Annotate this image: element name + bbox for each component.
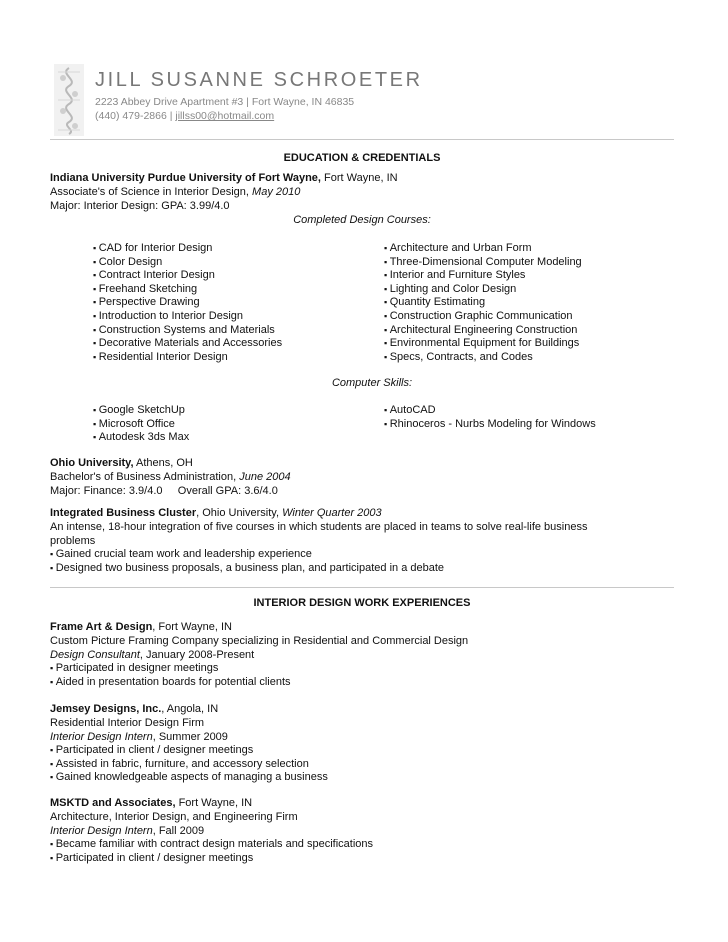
course-item: ▪ Perspective Drawing (93, 296, 282, 310)
ipfw-location: Fort Wayne, IN (320, 172, 398, 184)
ipfw-school: Indiana University Purdue University of Fort Wayne, (50, 172, 321, 184)
courses-left-list (93, 242, 282, 364)
course-item: ▪ CAD for Interior Design (93, 242, 282, 256)
course-item: ▪ Construction Graphic Communication (384, 310, 582, 324)
job-desc: Custom Picture Framing Company specializing in Residential and Commercial Design (50, 635, 469, 647)
course-item: ▪ Introduction to Interior Design (93, 310, 282, 324)
job-company: Frame Art & Design (50, 621, 153, 633)
courses-heading: Completed Design Courses: (293, 214, 431, 226)
ohio-degree-line (50, 471, 291, 484)
ipfw-date: May 2010 (252, 186, 301, 198)
cluster-bullet: ▪ Gained crucial team work and leadership experience (50, 548, 312, 561)
education-heading: EDUCATION & CREDENTIALS (283, 152, 441, 164)
skill-item: ▪ AutoCAD (384, 404, 596, 418)
ipfw-major: Major: Interior Design: GPA: 3.99/4.0 (50, 200, 230, 212)
skill-item: ▪ Autodesk 3ds Max (93, 431, 189, 445)
ipfw-degree: Associate's of Science in Interior Design, (50, 186, 249, 198)
contact-line (95, 110, 274, 122)
cluster-name: Integrated Business Cluster (50, 507, 197, 519)
skill-item: ▪ Rhinoceros - Nurbs Modeling for Windows (384, 418, 596, 432)
cluster-school: , Ohio University, (196, 507, 283, 519)
course-item: ▪ Residential Interior Design (93, 351, 282, 365)
course-item: ▪ Environmental Equipment for Buildings (384, 337, 582, 351)
ohio-location: Athens, OH (133, 457, 193, 469)
cluster-date: Winter Quarter 2003 (282, 507, 382, 519)
job-date: , January 2008-Present (139, 649, 255, 661)
ohio-date: June 2004 (239, 471, 291, 483)
job-role: Interior Design Intern (50, 825, 153, 837)
job-role-line (50, 825, 204, 838)
job-company: Jemsey Designs, Inc. (50, 703, 162, 715)
job-location: , Fort Wayne, IN (152, 621, 232, 633)
floral-ornament-icon (54, 64, 84, 136)
job-role-line (50, 649, 254, 662)
ipfw-school-line (50, 172, 398, 185)
job-desc: Architecture, Interior Design, and Engineering Firm (50, 811, 298, 823)
cluster-line (50, 507, 382, 520)
job-bullet: ▪ Participated in client / designer meetings (50, 744, 253, 757)
course-item: ▪ Freehand Sketching (93, 283, 282, 297)
skill-item: ▪ Microsoft Office (93, 418, 189, 432)
course-item: ▪ Lighting and Color Design (384, 283, 582, 297)
course-item: ▪ Architecture and Urban Form (384, 242, 582, 256)
job-bullet: ▪ Participated in designer meetings (50, 662, 218, 675)
job-location: , Angola, IN (161, 703, 219, 715)
course-item: ▪ Specs, Contracts, and Codes (384, 351, 582, 365)
cluster-desc-1: An intense, 18-hour integration of five courses in which students are placed in teams to solve real-life business (50, 521, 588, 533)
applicant-name: JILL SUSANNE SCHROETER (95, 69, 423, 91)
work-heading: INTERIOR DESIGN WORK EXPERIENCES (253, 597, 471, 609)
job-company-line (50, 797, 252, 810)
job-role: Interior Design Intern (50, 731, 153, 743)
course-item: ▪ Architectural Engineering Construction (384, 324, 582, 338)
cluster-bullet: ▪ Designed two business proposals, a business plan, and participated in a debate (50, 562, 444, 575)
skills-heading: Computer Skills: (331, 377, 413, 389)
ohio-major: Major: Finance: 3.9/4.0 Overall GPA: 3.6/4.0 (50, 485, 278, 497)
job-date: , Fall 2009 (152, 825, 205, 837)
job-company: MSKTD and Associates, (50, 797, 176, 809)
address-line: 2223 Abbey Drive Apartment #3 | Fort Wayne, IN 46835 (95, 96, 355, 108)
course-item: ▪ Color Design (93, 256, 282, 270)
skills-left-list (93, 404, 189, 445)
job-bullet: ▪ Became familiar with contract design materials and specifications (50, 838, 373, 851)
job-role-line (50, 731, 228, 744)
job-bullet: ▪ Assisted in fabric, furniture, and accessory selection (50, 758, 309, 771)
ohio-degree: Bachelor's of Business Administration, (50, 471, 237, 483)
section-divider (50, 587, 674, 588)
course-item: ▪ Decorative Materials and Accessories (93, 337, 282, 351)
course-item: ▪ Contract Interior Design (93, 269, 282, 283)
course-item: ▪ Interior and Furniture Styles (384, 269, 582, 283)
course-item: ▪ Quantity Estimating (384, 296, 582, 310)
course-item: ▪ Three-Dimensional Computer Modeling (384, 256, 582, 270)
job-bullet: ▪ Aided in presentation boards for potential clients (50, 676, 291, 689)
course-item: ▪ Construction Systems and Materials (93, 324, 282, 338)
skills-right-list (384, 404, 596, 431)
job-bullet: ▪ Participated in client / designer meetings (50, 852, 253, 865)
courses-right-list (384, 242, 582, 364)
ipfw-degree-line (50, 186, 300, 199)
email-link[interactable]: jillss00@hotmail.com (175, 110, 275, 122)
header-divider (50, 139, 674, 140)
job-company-line (50, 621, 232, 634)
job-bullet: ▪ Gained knowledgeable aspects of managing a business (50, 771, 328, 784)
ohio-school-line (50, 457, 193, 470)
job-company-line (50, 703, 218, 716)
cluster-desc-2: problems (50, 535, 96, 547)
job-desc: Residential Interior Design Firm (50, 717, 205, 729)
job-location: Fort Wayne, IN (175, 797, 253, 809)
phone-text: (440) 479-2866 | (95, 110, 173, 122)
job-role: Design Consultant (50, 649, 140, 661)
ohio-school: Ohio University, (50, 457, 134, 469)
job-date: , Summer 2009 (152, 731, 228, 743)
skill-item: ▪ Google SketchUp (93, 404, 189, 418)
